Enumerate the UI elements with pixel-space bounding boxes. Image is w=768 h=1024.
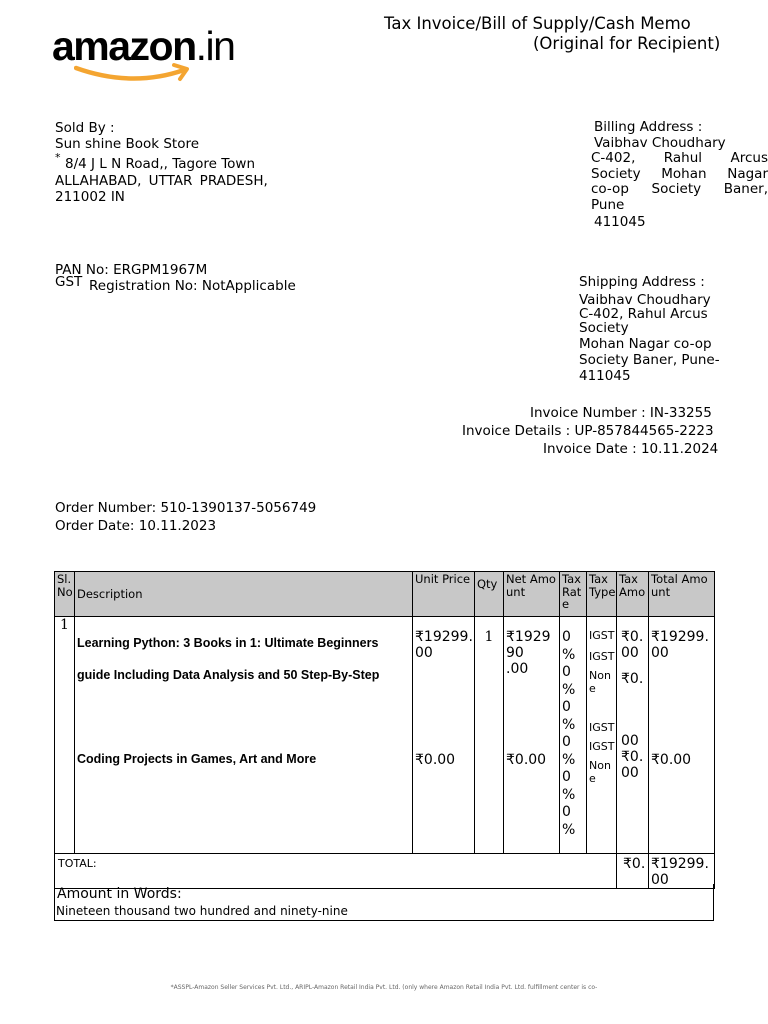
total-tax-amount: ₹0. bbox=[617, 854, 649, 889]
sold-by-label: Sold By : bbox=[55, 120, 115, 136]
seller-address-line3: 211002 IN bbox=[55, 189, 125, 205]
header-net-amount: Net Amount bbox=[504, 572, 560, 617]
smile-arrow-icon bbox=[74, 62, 194, 84]
logo-tld: .in bbox=[195, 23, 235, 69]
invoice-number: Invoice Number : IN-33255 bbox=[530, 405, 712, 421]
total-label: TOTAL: bbox=[55, 854, 617, 889]
net-amount-b: .00 bbox=[506, 661, 529, 677]
seller-name: Sun shine Book Store bbox=[55, 136, 200, 152]
cell-net-amount bbox=[504, 617, 560, 854]
cell-description bbox=[75, 617, 413, 854]
document-title: Tax Invoice/Bill of Supply/Cash Memo bbox=[384, 14, 691, 33]
pan-number: PAN No: ERGPM1967M bbox=[55, 262, 208, 278]
invoice-date: Invoice Date : 10.11.2024 bbox=[543, 441, 719, 457]
billing-pin: 411045 bbox=[594, 214, 646, 230]
invoice-details: Invoice Details : UP-857844565-2223 bbox=[462, 423, 714, 439]
footer-note: *ASSPL-Amazon Seller Services Pvt. Ltd., ARIPL-Amazon Retail India Pvt. Ltd. (only where Amazon Retail India Pvt. Ltd. fulfillment center is co- bbox=[170, 984, 598, 991]
net-amount-2: ₹0.00 bbox=[506, 752, 547, 768]
amount-in-words-value: Nineteen thousand two hundred and ninety-nine bbox=[56, 904, 348, 918]
amount-in-words-box bbox=[54, 884, 714, 921]
header-sl-no: Sl. No bbox=[55, 572, 75, 617]
header-tax-type: Tax Type bbox=[587, 572, 617, 617]
order-date: Order Date: 10.11.2023 bbox=[55, 518, 217, 534]
billing-line4: Pune bbox=[591, 196, 625, 213]
unit-price-2: ₹0.00 bbox=[415, 752, 456, 768]
gst-registration: Registration No: NotApplicable bbox=[89, 278, 296, 294]
total-amount-2: ₹0.00 bbox=[651, 752, 692, 768]
cell-total-amount bbox=[649, 617, 715, 854]
seller-asterisk: * bbox=[55, 151, 61, 164]
shipping-name: Vaibhav Choudhary bbox=[579, 292, 711, 308]
cell-tax-amount: ₹0.00 ₹0. 00 ₹0.00 bbox=[617, 617, 649, 854]
invoice-items-table bbox=[54, 571, 715, 889]
cell-unit-price bbox=[413, 617, 475, 854]
billing-label: Billing Address : bbox=[594, 119, 703, 135]
header-qty: Qty bbox=[475, 572, 504, 617]
amazon-logo bbox=[52, 22, 262, 84]
billing-address bbox=[591, 120, 768, 231]
cell-tax-rate bbox=[560, 617, 587, 854]
seller-address-line1: 8/4 J L N Road,, Tagore Town bbox=[65, 156, 256, 172]
shipping-line4: Society Baner, Pune- bbox=[579, 352, 720, 368]
cell-sl-no: 1 bbox=[55, 617, 75, 854]
logo-brand: amazon bbox=[52, 23, 196, 69]
header-unit-price: Unit Price bbox=[413, 572, 475, 617]
header-description: Description bbox=[75, 572, 413, 617]
cell-tax-type: IGST IGST None IGST IGST None bbox=[587, 617, 617, 854]
shipping-line3: Mohan Nagar co-op bbox=[579, 336, 712, 352]
description-line3: Coding Projects in Games, Art and More bbox=[77, 752, 317, 766]
amount-in-words-label: Amount in Words: bbox=[57, 886, 182, 902]
gst-prefix: GST bbox=[55, 274, 83, 290]
header-total-amount: Total Amount bbox=[649, 572, 715, 617]
description-line2: guide Including Data Analysis and 50 Step-By-Step bbox=[77, 668, 380, 682]
shipping-line2: Society bbox=[579, 320, 629, 336]
tax-rate-stack: 0% 0% 0% 0% 0% 0% bbox=[562, 629, 576, 838]
header-tax-rate: Tax Rate bbox=[560, 572, 587, 617]
net-amount-a: ₹192990 bbox=[506, 629, 551, 661]
total-amount-1: ₹19299.00 bbox=[651, 629, 709, 661]
header-tax-amount: Tax Amo bbox=[617, 572, 649, 617]
order-number: Order Number: 510-1390137-5056749 bbox=[55, 500, 317, 516]
cell-qty: 1 bbox=[475, 617, 504, 854]
seller-address-line2: ALLAHABAD, UTTAR PRADESH, bbox=[55, 173, 268, 189]
table-header-row bbox=[55, 572, 715, 617]
unit-price-1: ₹19299.00 bbox=[415, 629, 473, 661]
billing-line3: co-op Society Baner, bbox=[591, 181, 768, 197]
table-row bbox=[55, 617, 715, 854]
document-subtitle: (Original for Recipient) bbox=[533, 34, 721, 53]
billing-name: Vaibhav Choudhary bbox=[594, 134, 726, 151]
grand-total-amount: ₹19299.00 bbox=[649, 854, 715, 889]
shipping-label: Shipping Address : bbox=[579, 274, 705, 290]
description-line1: Learning Python: 3 Books in 1: Ultimate Beginners bbox=[77, 636, 379, 650]
billing-line1: C-402, Rahul Arcus bbox=[591, 150, 768, 166]
shipping-line5: 411045 bbox=[579, 368, 631, 384]
billing-line2: Society Mohan Nagar bbox=[591, 165, 768, 182]
shipping-line1: C-402, Rahul Arcus bbox=[579, 306, 708, 322]
